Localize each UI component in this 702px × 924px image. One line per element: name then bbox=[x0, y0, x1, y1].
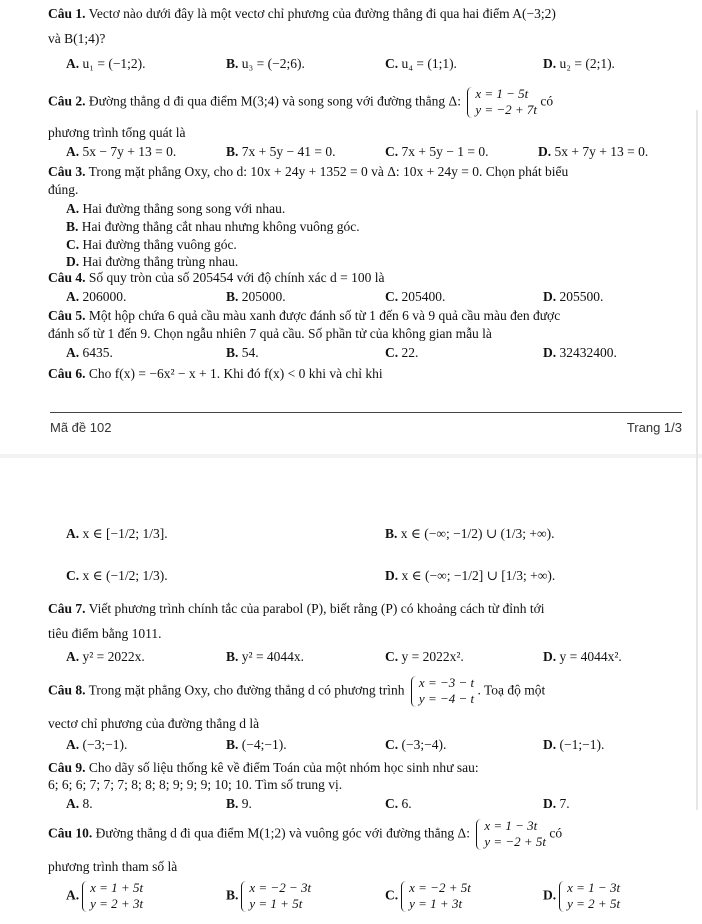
question-1-text: Vectơ nào dưới đây là một vectơ chỉ phương của đường thẳng đi qua hai điểm A(−3;2) bbox=[88, 6, 556, 21]
q3-option-d[interactable]: D. Hai đường thẳng trùng nhau. bbox=[66, 254, 239, 269]
q10-option-c[interactable]: C. x = −2 + 5t y = 1 + 3t bbox=[385, 880, 471, 912]
q4-option-d[interactable]: D. 205500. bbox=[543, 289, 604, 304]
question-1-label: Câu 1. bbox=[48, 6, 86, 21]
page-break bbox=[0, 454, 702, 458]
question-5: Câu 5. Một hộp chứa 6 quả cầu màu xanh được đánh số từ 1 đến 6 và 9 quả cầu màu đen được bbox=[48, 308, 561, 323]
q9-option-d[interactable]: D. 7. bbox=[543, 796, 570, 811]
page-number: Trang 1/3 bbox=[626, 420, 682, 435]
q10-option-b[interactable]: B. x = −2 − 3t y = 1 + 5t bbox=[226, 880, 312, 912]
q8-option-a[interactable]: A. (−3;−1). bbox=[66, 737, 128, 752]
exam-code: Mã đề 102 bbox=[50, 420, 112, 435]
question-3-text-cont: đúng. bbox=[48, 182, 79, 197]
q5-option-d[interactable]: D. 32432400. bbox=[543, 345, 617, 360]
q4-option-b[interactable]: B. 205000. bbox=[226, 289, 286, 304]
question-2-text-cont: phương trình tổng quát là bbox=[48, 125, 186, 140]
question-4: Câu 4. Số quy tròn của số 205454 với độ chính xác d = 100 là bbox=[48, 270, 385, 285]
q1-option-d[interactable]: D. u₂ = (2;1). bbox=[543, 56, 615, 71]
q8-option-b[interactable]: B. (−4;−1). bbox=[226, 737, 287, 752]
q10-option-a[interactable]: A. x = 1 + 5t y = 2 + 3t bbox=[66, 880, 144, 912]
question-3: Câu 3. Trong mặt phẳng Oxy, cho d: 10x + 24y + 1352 = 0 và Δ: 10x + 24y = 0. Chọn phát biểu bbox=[48, 164, 569, 179]
q2-option-d[interactable]: D. 5x + 7y + 13 = 0. bbox=[538, 144, 649, 159]
question-10-text-cont: phương trình tham số là bbox=[48, 859, 178, 874]
q1-option-b[interactable]: B. u₃ = (−2;6). bbox=[226, 56, 305, 71]
q5-option-a[interactable]: A. 6435. bbox=[66, 345, 113, 360]
q10-option-d[interactable]: D. x = 1 − 3t y = 2 + 5t bbox=[543, 880, 621, 912]
question-6: Câu 6. Cho f(x) = −6x² − x + 1. Khi đó f(x) < 0 khi và chỉ khi bbox=[48, 366, 383, 381]
question-10: Câu 10. Đường thẳng d đi qua điểm M(1;2) và vuông góc với đường thẳng Δ: x = 1 − 3t y = −2 + 5t có bbox=[48, 818, 563, 850]
question-1 bbox=[48, 6, 556, 22]
q7-option-a[interactable]: A. y² = 2022x. bbox=[66, 649, 145, 664]
q8-option-c[interactable]: C. (−3;−4). bbox=[385, 737, 447, 752]
q6-option-b[interactable]: B. x ∈ (−∞; −1/2) ∪ (1/3; +∞). bbox=[385, 526, 555, 541]
q4-option-a[interactable]: A. 206000. bbox=[66, 289, 127, 304]
q2-option-c[interactable]: C. 7x + 5y − 1 = 0. bbox=[385, 144, 489, 159]
q1-option-a[interactable]: A. u₁ = (−1;2). bbox=[66, 56, 146, 71]
scroll-edge bbox=[696, 110, 698, 810]
question-7: Câu 7. Viết phương trình chính tắc của parabol (P), biết rằng (P) có khoảng cách từ đỉnh tới bbox=[48, 601, 545, 616]
q3-option-a[interactable]: A. Hai đường thẳng song song với nhau. bbox=[66, 201, 286, 216]
q1-option-c[interactable]: C. u₄ = (1;1). bbox=[385, 56, 457, 71]
q6-option-d[interactable]: D. x ∈ (−∞; −1/2] ∪ [1/3; +∞). bbox=[385, 568, 556, 583]
question-9: Câu 9. Cho dãy số liệu thống kê về điểm Toán của một nhóm học sinh như sau: bbox=[48, 760, 479, 775]
q7-option-d[interactable]: D. y = 4044x². bbox=[543, 649, 622, 664]
q9-option-b[interactable]: B. 9. bbox=[226, 796, 252, 811]
q3-option-b[interactable]: B. Hai đường thẳng cắt nhau nhưng không vuông góc. bbox=[66, 219, 360, 234]
question-1-text-cont: và B(1;4)? bbox=[48, 31, 106, 46]
question-9-data: 6; 6; 6; 7; 7; 7; 8; 8; 8; 9; 9; 9; 10; 10. Tìm số trung vị. bbox=[48, 777, 343, 792]
q7-option-c[interactable]: C. y = 2022x². bbox=[385, 649, 464, 664]
q2-option-a[interactable]: A. 5x − 7y + 13 = 0. bbox=[66, 144, 177, 159]
q5-option-b[interactable]: B. 54. bbox=[226, 345, 259, 360]
q6-option-c[interactable]: C. x ∈ (−1/2; 1/3). bbox=[66, 568, 168, 583]
line-delta-system: x = 1 − 5t y = −2 + 7t bbox=[467, 86, 537, 119]
q5-option-c[interactable]: C. 22. bbox=[385, 345, 419, 360]
question-8-text-cont: vectơ chỉ phương của đường thẳng d là bbox=[48, 716, 260, 731]
question-2: Câu 2. Đường thẳng d đi qua điểm M(3;4) và song song với đường thẳng Δ: x = 1 − 5t y = −2 + 7t có bbox=[48, 86, 554, 118]
line-d-system: x = −3 − t y = −4 − t bbox=[411, 675, 474, 708]
footer-divider bbox=[50, 412, 682, 413]
line-delta-system-q10: x = 1 − 3t y = −2 + 5t bbox=[476, 818, 546, 851]
q9-option-a[interactable]: A. 8. bbox=[66, 796, 93, 811]
q4-option-c[interactable]: C. 205400. bbox=[385, 289, 446, 304]
q2-option-b[interactable]: B. 7x + 5y − 41 = 0. bbox=[226, 144, 336, 159]
q9-option-c[interactable]: C. 6. bbox=[385, 796, 412, 811]
question-5-text-cont: đánh số từ 1 đến 9. Chọn ngẫu nhiên 7 quả cầu. Số phần tử của không gian mẫu là bbox=[48, 326, 492, 341]
q3-option-c[interactable]: C. Hai đường thẳng vuông góc. bbox=[66, 237, 237, 252]
question-7-text-cont: tiêu điểm bằng 1011. bbox=[48, 626, 162, 641]
q6-option-a[interactable]: A. x ∈ [−1/2; 1/3]. bbox=[66, 526, 168, 541]
q8-option-d[interactable]: D. (−1;−1). bbox=[543, 737, 605, 752]
question-8: Câu 8. Trong mặt phẳng Oxy, cho đường thẳng d có phương trình x = −3 − t y = −4 − t . Toạ độ một bbox=[48, 675, 546, 707]
q7-option-b[interactable]: B. y² = 4044x. bbox=[226, 649, 305, 664]
